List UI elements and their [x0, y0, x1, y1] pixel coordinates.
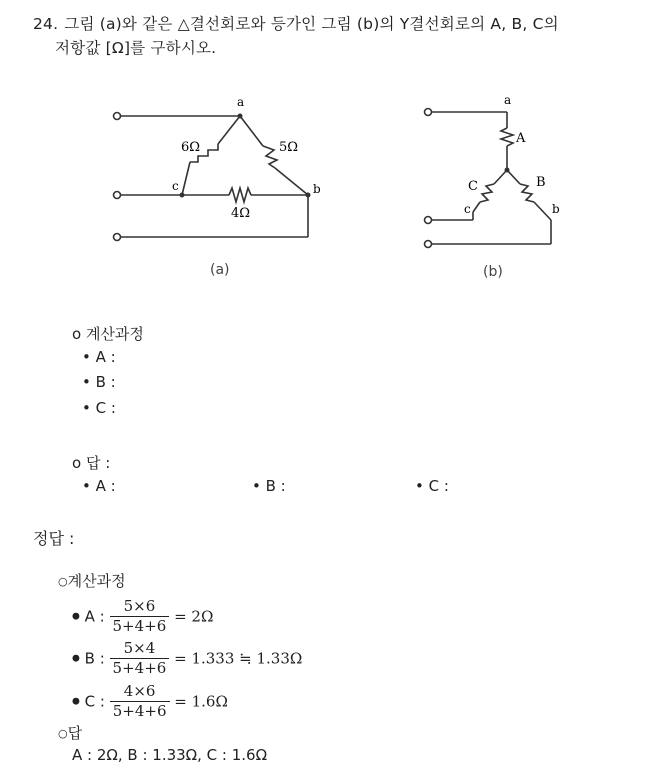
fraction-a: $\frac{5\times 6}{5+4+6}$	[110, 598, 170, 635]
answer-item-a: • A :	[82, 477, 116, 495]
delta-circuit-figure	[105, 92, 335, 252]
wye-resistor-a-label: A	[516, 131, 526, 146]
work-heading: o 계산과정	[72, 325, 144, 343]
delta-node-b: b	[313, 182, 321, 196]
filled-bullet-icon: ●	[72, 696, 80, 707]
answer-item-b: • B :	[252, 477, 286, 495]
figure-a-caption: (a)	[210, 262, 230, 278]
work-item-a: • A :	[82, 348, 116, 366]
solution-process-heading: ○계산과정	[58, 572, 126, 590]
wye-node-c: c	[464, 202, 471, 216]
wye-resistor-c-label: C	[468, 179, 478, 194]
terminal-b	[114, 234, 121, 241]
question-number: 24.	[33, 15, 59, 33]
delta-node-a: a	[237, 95, 245, 109]
terminal-a	[114, 113, 121, 120]
wye-circuit-figure	[418, 92, 578, 252]
work-item-c: • C :	[82, 399, 116, 417]
fraction-b: $\frac{5\times 4}{5+4+6}$	[110, 640, 170, 677]
delta-node-c: c	[172, 179, 179, 193]
solution-title: 정답 :	[33, 529, 75, 548]
delta-resistor-ac-label: 6Ω	[181, 140, 201, 155]
solution-row-c: ● C : $\frac{4\times 6}{5+4+6}$ = 1.6Ω	[72, 682, 228, 720]
wye-node-b: b	[552, 202, 560, 216]
filled-bullet-icon: ●	[72, 653, 80, 664]
solution-answer-text: A : 2Ω, B : 1.33Ω, C : 1.6Ω	[72, 746, 268, 764]
question-line2: 저항값 [Ω]를 구하시오.	[55, 39, 217, 57]
fraction-c: $\frac{4\times 6}{5+4+6}$	[110, 683, 170, 720]
work-item-b: • B :	[82, 373, 116, 391]
wye-node-a: a	[504, 93, 512, 107]
solution-row-a: ● A : $\frac{5\times 6}{5+4+6}$ = 2Ω	[72, 597, 214, 635]
answer-item-c: • C :	[415, 477, 449, 495]
delta-resistor-ab-label: 5Ω	[279, 140, 299, 155]
question-text	[33, 12, 633, 60]
wye-resistor-b-label: B	[536, 175, 546, 190]
answer-heading: o 답 :	[72, 454, 111, 472]
figure-b-caption: (b)	[483, 264, 503, 280]
circle-bullet-icon: ○	[58, 575, 68, 588]
filled-bullet-icon: ●	[72, 611, 80, 622]
solution-answer-heading: ○답	[58, 724, 83, 742]
circle-bullet-icon: ○	[58, 727, 68, 740]
question-line1: 그림 (a)와 같은 △결선회로와 등가인 그림 (b)의 Y결선회로의 A, B, C의	[64, 15, 559, 33]
solution-row-b: ● B : $\frac{5\times 4}{5+4+6}$ = 1.333 ≒ 1.33Ω	[72, 639, 303, 677]
terminal-c	[114, 192, 121, 199]
delta-resistor-bc-label: 4Ω	[231, 206, 251, 221]
